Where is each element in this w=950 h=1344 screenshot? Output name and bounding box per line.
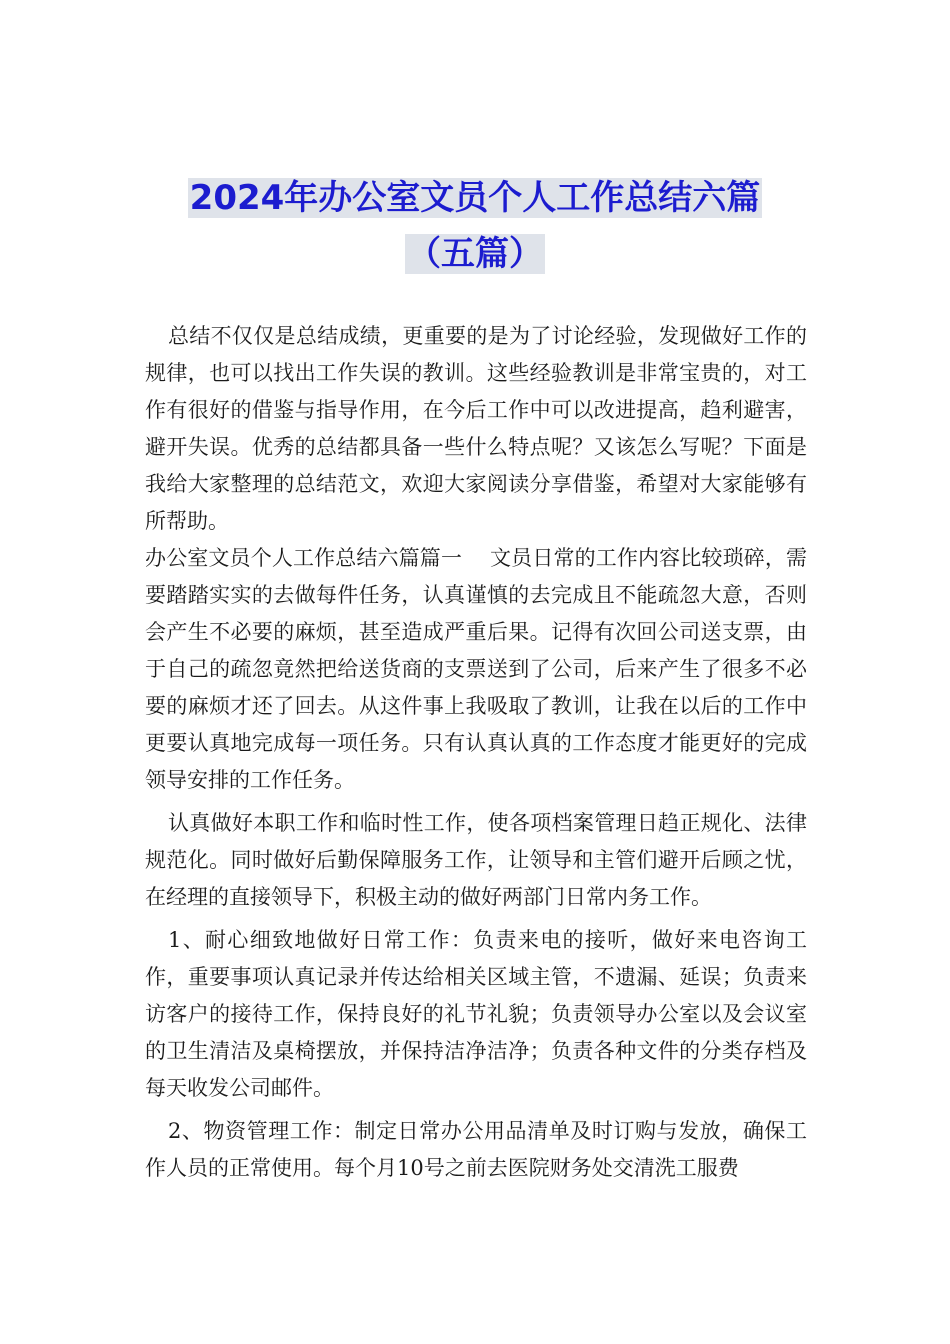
paragraph-item-1: 1、耐心细致地做好日常工作：负责来电的接听，做好来电咨询工作，重要事项认真记录并传达给相关区域主管，不遗漏、延误；负责来访客户的接待工作，保持良好的礼节礼貌；负责领导办公室以及会议室的卫生清洁及桌椅摆放，并保持洁净洁净；负责各种文件的分类存档及每天收发公司邮件。 (145, 928, 807, 1100)
title-text-2: （五篇） (407, 234, 543, 274)
title-text-1: 2024年办公室文员个人工作总结六篇 (189, 178, 761, 218)
title-line-2 (0, 226, 950, 282)
paragraph-section-one: 办公室文员个人工作总结六篇篇一 文员日常的工作内容比较琐碎，需要踏踏实实的去做每件任务，认真谨慎的去完成且不能疏忽大意，否则会产生不必要的麻烦，甚至造成严重后果。记得有次回公司送支票，由于自己的疏忽竟然把给送货商的支票送到了公司，后来产生了很多不必要的麻烦才还了回去。从这件事上我吸取了教训，让我在以后的工作中更要认真地完成每一项任务。只有认真认真的工作态度才能更好的完成领导安排的工作任务。 (145, 546, 807, 792)
title-line-1 (0, 170, 950, 226)
paragraph-duties: 认真做好本职工作和临时性工作，使各项档案管理日趋正规化、法律规范化。同时做好后勤保障服务工作，让领导和主管们避开后顾之忧，在经理的直接领导下，积极主动的做好两部门日常内务工作。 (145, 811, 807, 909)
document-body (145, 318, 807, 1187)
paragraph-intro: 总结不仅仅是总结成绩，更重要的是为了讨论经验，发现做好工作的规律，也可以找出工作失误的教训。这些经验教训是非常宝贵的，对工作有很好的借鉴与指导作用，在今后工作中可以改进提高，趋利避害，避开失误。优秀的总结都具备一些什么特点呢？又该怎么写呢？下面是我给大家整理的总结范文，欢迎大家阅读分享借鉴，希望对大家能够有所帮助。 (145, 324, 807, 533)
paragraph-item-2: 2、物资管理工作：制定日常办公用品清单及时订购与发放，确保工作人员的正常使用。每个月10号之前去医院财务处交清洗工服费 (145, 1119, 807, 1180)
document-title (0, 170, 950, 282)
